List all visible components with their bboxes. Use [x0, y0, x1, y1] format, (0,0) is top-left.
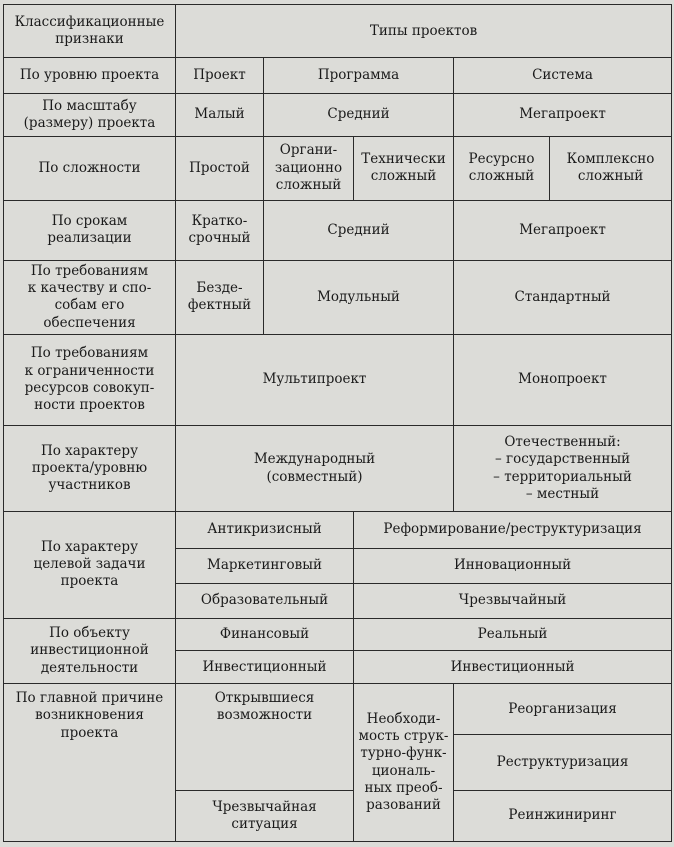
type-cell: Инвестиционный: [176, 651, 354, 684]
type-cell: Международный (совместный): [176, 426, 454, 512]
criterion-label: По сложности: [4, 137, 176, 201]
type-cell: Реальный: [354, 618, 672, 651]
row-target-task: [4, 512, 672, 549]
criterion-label: По требованиям к качеству и спо- собам его обеспечения: [4, 261, 176, 335]
row-participants: [4, 426, 672, 512]
type-cell: Инвестиционный: [354, 651, 672, 684]
row-cause: [4, 684, 672, 735]
type-cell: Реструктуризация: [454, 735, 672, 790]
type-cell: Маркетинговый: [176, 548, 354, 583]
type-cell: Реформирование/реструктуризация: [354, 512, 672, 549]
type-cell: Чрезвычайная ситуация: [176, 790, 354, 841]
classification-table: [3, 4, 672, 842]
type-cell: Финансовый: [176, 618, 354, 651]
row-terms: [4, 200, 672, 260]
type-cell: Органи- зационно сложный: [264, 137, 354, 201]
type-cell: Инновационный: [354, 548, 672, 583]
header-types: Типы проектов: [176, 5, 672, 58]
type-cell: Безде- фектный: [176, 261, 264, 335]
type-cell: Стандартный: [454, 261, 672, 335]
type-cell: Антикризисный: [176, 512, 354, 549]
type-cell: Средний: [264, 200, 454, 260]
type-cell: Реинжиниринг: [454, 790, 672, 841]
type-cell: Простой: [176, 137, 264, 201]
type-cell: Программа: [264, 58, 454, 94]
type-cell: Комплексно сложный: [550, 137, 672, 201]
type-cell: Проект: [176, 58, 264, 94]
row-quality: [4, 261, 672, 335]
type-cell: Модульный: [264, 261, 454, 335]
criterion-label: По уровню проекта: [4, 58, 176, 94]
criterion-label: По характеру проекта/уровню участников: [4, 426, 176, 512]
header-row: [4, 5, 672, 58]
type-cell: Система: [454, 58, 672, 94]
criterion-label: По главной причине возникновения проекта: [4, 684, 176, 842]
criterion-label: По характеру целевой задачи проекта: [4, 512, 176, 619]
type-cell: Мегапроект: [454, 200, 672, 260]
criterion-label: По объекту инвестиционной деятельности: [4, 618, 176, 684]
row-resources: [4, 334, 672, 425]
type-cell: Средний: [264, 94, 454, 137]
type-cell: Кратко- срочный: [176, 200, 264, 260]
row-level: [4, 58, 672, 94]
type-cell: Мегапроект: [454, 94, 672, 137]
type-cell: Необходи- мость струк- турно-функ- циональ- ных преоб- разований: [354, 684, 454, 842]
criterion-label: По срокам реализации: [4, 200, 176, 260]
type-cell: Чрезвычайный: [354, 583, 672, 618]
type-cell: Отечественный: – государственный – территориальный – местный: [454, 426, 672, 512]
row-complexity: [4, 137, 672, 201]
type-cell: Мультипроект: [176, 334, 454, 425]
type-cell: Технически сложный: [354, 137, 454, 201]
header-criteria: Классификационные признаки: [4, 5, 176, 58]
type-cell: Ресурсно сложный: [454, 137, 550, 201]
type-cell: Малый: [176, 94, 264, 137]
criterion-label: По масштабу (размеру) проекта: [4, 94, 176, 137]
row-scale: [4, 94, 672, 137]
type-cell: Открывшиеся возможности: [176, 684, 354, 791]
type-cell: Реорганизация: [454, 684, 672, 735]
row-investment: [4, 618, 672, 651]
type-cell: Образовательный: [176, 583, 354, 618]
criterion-label: По требованиям к ограниченности ресурсов совокуп- ности проектов: [4, 334, 176, 425]
type-cell: Монопроект: [454, 334, 672, 425]
